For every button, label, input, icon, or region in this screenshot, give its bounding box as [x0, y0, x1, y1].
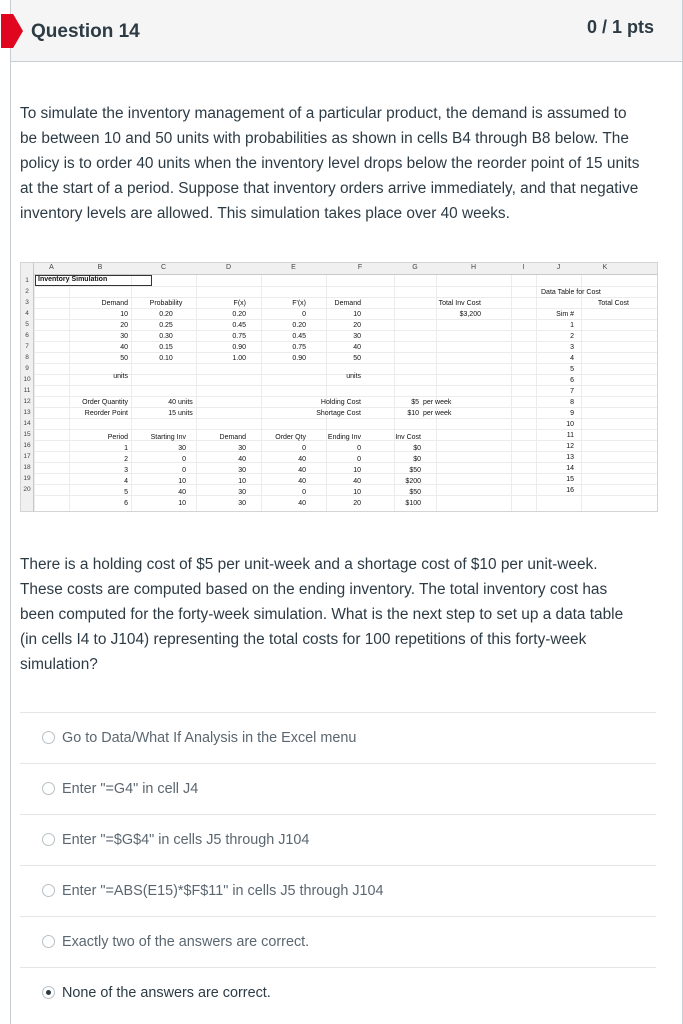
- sim-cell: 0: [357, 445, 361, 452]
- sim-cell: $50: [409, 467, 421, 474]
- reorder-point-units: units: [178, 410, 193, 417]
- row-header: 3: [25, 299, 29, 306]
- dist-cell: 0.90: [292, 355, 306, 362]
- grid-line: [34, 286, 658, 287]
- row-header: 16: [23, 442, 31, 449]
- grid-col-line: [131, 275, 132, 512]
- dist-cell: 40: [353, 344, 361, 351]
- dist-cell: 0.20: [232, 311, 246, 318]
- sim-number-cell: 13: [566, 454, 574, 461]
- question-header: [11, 0, 682, 62]
- dist-cell: 1.00: [232, 355, 246, 362]
- column-header: G: [412, 264, 418, 271]
- sim-cell: 0: [357, 456, 361, 463]
- sim-cell: 2: [124, 456, 128, 463]
- dist-header-demand2: Demand: [334, 300, 361, 307]
- grid-line: [34, 396, 658, 397]
- dist-cell: 0.90: [232, 344, 246, 351]
- sim-cell: 40: [353, 478, 361, 485]
- spreadsheet-image: [20, 262, 658, 512]
- dist-cell: 0: [302, 311, 306, 318]
- sim-cell: 10: [178, 478, 186, 485]
- answer-label[interactable]: None of the answers are correct.: [62, 985, 271, 1001]
- column-header: K: [602, 264, 608, 271]
- row-header: 4: [25, 310, 29, 317]
- sim-cell: $50: [409, 489, 421, 496]
- sim-cell: 4: [124, 478, 128, 485]
- column-header: E: [291, 264, 296, 271]
- order-qty-units: units: [178, 399, 193, 406]
- column-header: A: [49, 264, 54, 271]
- data-table-label: Data Table for Cost: [541, 289, 601, 296]
- answer-label[interactable]: Enter "=ABS(E15)*$F$11" in cells J5 through J104: [62, 883, 384, 899]
- sim-cell: 30: [238, 489, 246, 496]
- sim-cell: $0: [413, 456, 421, 463]
- grid-line: [34, 407, 658, 408]
- sim-cell: $0: [413, 445, 421, 452]
- holding-cost-value: $5: [411, 399, 419, 406]
- dist-cell: 20: [120, 322, 128, 329]
- sim-number-cell: 6: [570, 377, 574, 384]
- sim-number-cell: 3: [570, 344, 574, 351]
- answer-radio[interactable]: [42, 731, 55, 744]
- column-header: H: [470, 264, 477, 271]
- dist-cell: 50: [120, 355, 128, 362]
- sim-cell: 40: [298, 478, 306, 485]
- row-header: 8: [25, 354, 29, 361]
- row-header: 10: [23, 376, 31, 383]
- column-header: B: [97, 264, 103, 271]
- dist-cell: 40: [120, 344, 128, 351]
- row-header: 1: [25, 277, 29, 284]
- sim-number-label: Sim #: [556, 311, 574, 318]
- row-header: 7: [25, 343, 29, 350]
- row-header: 20: [23, 486, 31, 493]
- sim-number-cell: 16: [566, 487, 574, 494]
- grid-col-line: [581, 275, 582, 512]
- sim-cell: 10: [353, 467, 361, 474]
- question-points: 0 / 1 pts: [586, 17, 654, 37]
- grid-col-line: [261, 275, 262, 512]
- dist-cell: 30: [120, 333, 128, 340]
- dist-cell: 0.25: [159, 322, 173, 329]
- order-qty-label: Order Quantity: [82, 399, 128, 406]
- row-header: 12: [23, 398, 31, 405]
- shortage-cost-value: $10: [407, 410, 419, 417]
- order-qty-value: 40: [168, 399, 176, 406]
- sim-header-period: Period: [107, 434, 128, 441]
- column-header: J: [556, 264, 561, 271]
- grid-line: [34, 363, 658, 364]
- total-cost-label: Total Cost: [597, 300, 629, 307]
- dist-header-demand: Demand: [101, 300, 128, 307]
- sim-header-demand: Demand: [219, 434, 246, 441]
- sim-cell: 10: [238, 478, 246, 485]
- sim-cell: 1: [124, 445, 128, 452]
- grid-line: [34, 429, 658, 430]
- dist-cell: 0.20: [159, 311, 173, 318]
- dist-cell: 20: [353, 322, 361, 329]
- column-header: D: [225, 264, 232, 271]
- sim-cell: 20: [353, 500, 361, 507]
- row-header: 17: [23, 453, 31, 460]
- incorrect-flag-icon: [1, 14, 23, 48]
- row-header: 6: [25, 332, 29, 339]
- row-header: 13: [23, 409, 31, 416]
- dist-cell: 0.10: [159, 355, 173, 362]
- holding-cost-units: per week: [423, 399, 452, 406]
- reorder-point-value: 15: [168, 410, 176, 417]
- sim-cell: 30: [238, 467, 246, 474]
- row-header: 18: [23, 464, 31, 471]
- shortage-cost-units: per week: [423, 410, 452, 417]
- row-header: 15: [23, 431, 31, 438]
- grid-col-line: [536, 275, 537, 512]
- sim-cell: 40: [238, 456, 246, 463]
- grid-line: [34, 330, 658, 331]
- sim-cell: 0: [182, 456, 186, 463]
- sim-cell: 40: [298, 500, 306, 507]
- answer-label[interactable]: Enter "=G4" in cell J4: [62, 781, 199, 797]
- dist-cell: 0.75: [292, 344, 306, 351]
- sim-number-cell: 2: [570, 333, 574, 340]
- row-header: 19: [23, 475, 31, 482]
- sim-cell: $100: [405, 500, 421, 507]
- sim-cell: 30: [238, 500, 246, 507]
- sheet-title: Inventory Simulation: [38, 276, 108, 283]
- sim-cell: 6: [124, 500, 128, 507]
- row-header: 11: [23, 387, 31, 394]
- row-header: 14: [23, 420, 31, 427]
- grid-line: [34, 297, 658, 298]
- dist-cell: 50: [353, 355, 361, 362]
- dist-cell: 0.15: [159, 344, 173, 351]
- grid-line: [34, 418, 658, 419]
- answer-radio[interactable]: [42, 884, 55, 897]
- sim-number-cell: 12: [566, 443, 574, 450]
- column-header: F: [357, 264, 363, 271]
- grid-line: [34, 352, 658, 353]
- sim-cell: 40: [178, 489, 186, 496]
- sim-number-cell: 8: [570, 399, 574, 406]
- column-header: C: [160, 264, 167, 271]
- sim-cell: 3: [124, 467, 128, 474]
- sim-number-cell: 1: [570, 322, 574, 329]
- sim-header-order-qty: Order Qty: [275, 434, 306, 441]
- total-inv-cost-value: $3,200: [459, 311, 481, 318]
- answer-label[interactable]: Go to Data/What If Analysis in the Excel menu: [62, 730, 357, 746]
- sim-number-cell: 10: [566, 421, 574, 428]
- answer-radio[interactable]: [42, 935, 55, 948]
- column-header: I: [522, 264, 525, 271]
- dist-cell: 10: [353, 311, 361, 318]
- dist-cell: 0.20: [292, 322, 306, 329]
- total-inv-cost-label: Total Inv Cost: [438, 300, 481, 307]
- answer-radio[interactable]: [42, 782, 55, 795]
- holding-cost-label: Holding Cost: [320, 399, 361, 406]
- dist-cell: 10: [120, 311, 128, 318]
- units-label-e: units: [346, 373, 361, 380]
- sim-cell: 10: [353, 489, 361, 496]
- grid-col-line: [511, 275, 512, 512]
- sim-number-cell: 5: [570, 366, 574, 373]
- grid-col-line: [394, 275, 395, 512]
- dist-header-fpx: F'(x): [292, 300, 306, 307]
- sim-cell: 0: [302, 445, 306, 452]
- grid-line: [34, 341, 658, 342]
- sim-cell: 0: [302, 489, 306, 496]
- sim-number-cell: 7: [570, 388, 574, 395]
- units-label-a: units: [113, 373, 128, 380]
- sim-cell: 5: [124, 489, 128, 496]
- dist-cell: 0.45: [232, 322, 246, 329]
- sim-header-starting-inv: Starting Inv: [150, 434, 186, 441]
- answer-radio[interactable]: [42, 986, 55, 999]
- dist-cell: 30: [353, 333, 361, 340]
- sim-cell: $200: [405, 478, 421, 485]
- sim-cell: 10: [178, 500, 186, 507]
- sim-cell: 30: [238, 445, 246, 452]
- reorder-point-label: Reorder Point: [84, 410, 128, 417]
- question-followup-text: There is a holding cost of $5 per unit-week and a shortage cost of $10 per unit-week. These costs are computed based on the ending inventory. The total inventory cost has been computed for the forty-week simulation. What is the next step to set up a data table (in cells I4 to J104) representing the total costs for 100 repetitions of this forty-week simulation?: [20, 556, 624, 673]
- dist-cell: 0.30: [159, 333, 173, 340]
- answer-label[interactable]: Exactly two of the answers are correct.: [62, 934, 310, 950]
- row-header: 2: [25, 288, 29, 295]
- sim-cell: 30: [178, 445, 186, 452]
- dist-cell: 0.45: [292, 333, 306, 340]
- sim-cell: 40: [298, 456, 306, 463]
- sim-number-cell: 11: [566, 432, 574, 439]
- answer-radio[interactable]: [42, 833, 55, 846]
- row-header: 9: [25, 365, 29, 372]
- grid-col-line: [69, 275, 70, 512]
- sim-number-cell: 15: [566, 476, 574, 483]
- sim-header-inv-cost: Inv Cost: [395, 434, 421, 441]
- sim-number-cell: 14: [566, 465, 574, 472]
- sim-cell: 40: [298, 467, 306, 474]
- dist-header-fx: F(x): [233, 300, 246, 307]
- sim-number-cell: 9: [570, 410, 574, 417]
- grid-line: [34, 385, 658, 386]
- grid-col-line: [34, 275, 35, 512]
- sim-number-cell: 4: [570, 355, 574, 362]
- question-title: Question 14: [31, 21, 140, 42]
- grid-line: [34, 308, 658, 309]
- shortage-cost-label: Shortage Cost: [316, 410, 361, 417]
- dist-header-probability: Probability: [149, 300, 183, 307]
- grid-col-line: [196, 275, 197, 512]
- sim-header-ending-inv: Ending Inv: [327, 434, 361, 441]
- row-header: 5: [25, 321, 29, 328]
- grid-line: [34, 319, 658, 320]
- sim-cell: 0: [182, 467, 186, 474]
- dist-cell: 0.75: [232, 333, 246, 340]
- question-intro-text: To simulate the inventory management of a particular product, the demand is assumed to be between 10 and 50 units with probabilities as shown in cells B4 through B8 below. The policy is to order 40 units when the inventory level drops below the reorder point of 15 units at the start of a period. Suppose that inventory orders arrive immediately, and that negative inventory levels are allowed. This simulation takes place over 40 weeks.: [20, 105, 640, 222]
- answer-label[interactable]: Enter "=$G$4" in cells J5 through J104: [62, 832, 310, 848]
